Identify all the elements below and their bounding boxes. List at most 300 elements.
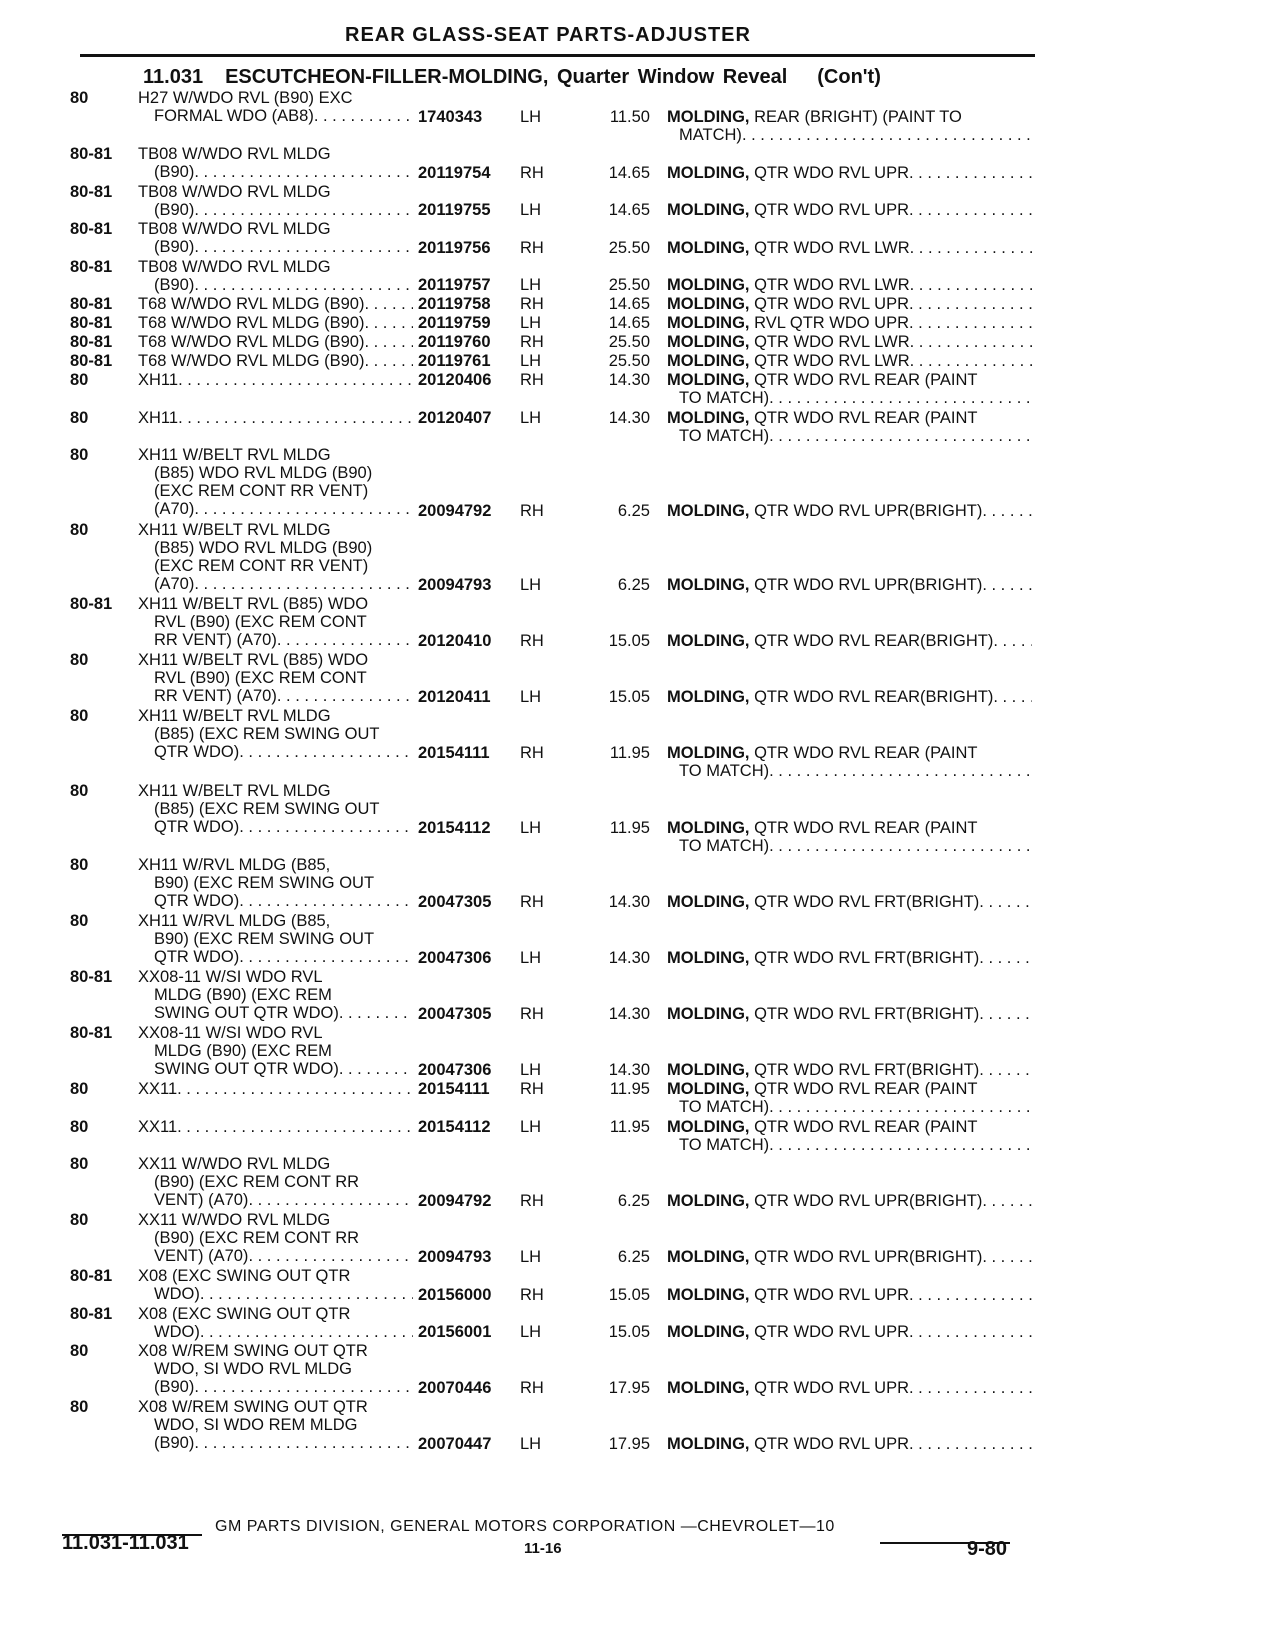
side: RH [520,295,544,313]
description-line [138,1247,413,1265]
leader-dots [177,1118,413,1136]
part-name-text: MOLDING, QTR WDO RVL UPR(BRIGHT) [667,1192,983,1210]
application-description [138,1024,413,1078]
part-number: 20047305 [418,1005,492,1023]
part-name-line [667,837,1032,855]
description-line: (B90) (EXC REM CONT RR [154,1229,360,1247]
leader-dots [909,1379,1032,1397]
part-name-text: TO MATCH) [679,426,770,445]
leader-dots [909,201,1032,219]
footer-section-range: 11.031-11.031 [62,1532,189,1554]
model-year: 80-81 [70,295,113,313]
side: RH [520,1080,544,1098]
description-line: XH11 W/BELT RVL MLDG [138,520,331,539]
application-description [138,1080,413,1098]
description-text: SWING OUT QTR WDO) [154,1004,339,1022]
part-number: 20094792 [418,501,492,520]
leader-dots [910,333,1032,351]
description-line [138,1191,413,1209]
description-line: XH11 W/RVL MLDG (B85, [138,856,331,874]
description-line: WDO, SI WDO RVL MLDG [154,1360,353,1378]
leader-dots [194,238,413,256]
part-name-text: MOLDING, QTR WDO RVL REAR(BRIGHT) [667,632,994,650]
description-line: X08 (EXC SWING OUT QTR [138,1304,351,1323]
description-line: (B85) WDO RVL MLDG (B90) [154,464,373,482]
leader-dots [979,1005,1032,1023]
leader-dots [339,1060,413,1078]
leader-dots [993,632,1032,650]
leader-dots [364,352,413,370]
side: LH [520,352,542,370]
part-name [667,108,1032,144]
description-line [138,631,413,649]
leader-dots [177,1080,413,1098]
application-description [138,1305,413,1341]
price: 6.25 [617,1192,650,1210]
leader-dots [200,1285,413,1303]
description-text: (B90) [154,275,195,294]
side: LH [520,1061,542,1079]
description-line: B90) (EXC REM SWING OUT [154,930,375,948]
description-line: B90) (EXC REM SWING OUT [154,874,375,892]
description-line: (B85) WDO RVL MLDG (B90) [154,538,373,557]
part-name-text: MOLDING, QTR WDO RVL UPR [667,201,910,219]
part-name-text: MOLDING, QTR WDO RVL UPR [667,1435,910,1453]
leader-dots [909,1323,1032,1341]
part-name-text: TO MATCH) [679,1135,770,1154]
model-year: 80 [70,1117,89,1136]
description-line: (B85) (EXC REM SWING OUT [154,799,380,818]
price: 25.50 [608,276,650,294]
description-text: T68 W/WDO RVL MLDG (B90) [138,333,365,351]
application-description [138,782,413,836]
part-name-line [667,762,1032,780]
description-line: TB08 W/WDO RVL MLDG [138,145,331,163]
leader-dots [194,500,413,518]
part-name [667,1286,1032,1304]
model-year: 80 [70,1398,89,1416]
model-year: 80-81 [70,182,113,201]
leader-dots [769,1136,1032,1154]
part-name [667,949,1032,967]
part-name-text: MOLDING, QTR WDO RVL LWR [667,276,910,294]
description-line: X08 W/REM SWING OUT QTR [138,1342,368,1360]
leader-dots [979,1061,1032,1079]
leader-dots [364,295,413,313]
price: 6.25 [617,1248,650,1266]
model-year: 80 [70,856,89,874]
side: RH [520,371,544,389]
part-number: 20154111 [418,744,490,762]
part-name [667,502,1032,520]
price: 6.25 [617,501,650,520]
part-number: 20047306 [418,1061,492,1079]
description-text: (A70) [154,500,195,518]
leader-dots [194,276,413,294]
price: 15.05 [608,1323,650,1341]
description-text: VENT) (A70) [154,1247,249,1265]
description-line: H27 W/WDO RVL (B90) EXC [138,89,353,107]
price: 14.65 [608,314,650,332]
part-number: 20154111 [418,1080,490,1098]
description-text: WDO) [154,1285,200,1303]
side: LH [520,1323,542,1341]
description-text: (B90) [154,200,195,219]
part-name [667,819,1032,855]
description-line: MLDG (B90) (EXC REM [154,986,332,1004]
application-description [138,968,413,1022]
price: 11.50 [609,107,650,126]
part-number: 20120411 [418,688,491,706]
description-line [138,1004,413,1022]
leader-dots [910,239,1032,257]
side: RH [520,1005,544,1023]
description-text: (B90) [154,238,195,256]
part-number: 20119755 [418,201,491,219]
leader-dots [248,1247,413,1265]
description-line: WDO, SI WDO REM MLDG [154,1416,358,1434]
application-description [138,258,413,294]
part-name [667,1005,1032,1023]
model-year: 80 [70,781,89,800]
description-line [138,409,413,427]
price: 14.30 [608,1061,650,1079]
side: RH [520,163,544,182]
description-line [138,818,413,836]
part-name-text: TO MATCH) [679,762,770,780]
part-name-line [667,1136,1032,1154]
price: 11.95 [609,1117,650,1136]
description-text: QTR WDO) [154,743,240,761]
part-name [667,1323,1032,1341]
part-name-line [667,1098,1032,1116]
leader-dots [910,276,1032,294]
part-name-text: MOLDING, QTR WDO RVL LWR [667,333,910,351]
part-name [667,276,1032,294]
part-name [667,295,1032,313]
part-name-line [667,1248,1032,1266]
leader-dots [769,837,1032,855]
price: 25.50 [608,333,650,351]
side: RH [520,501,544,520]
part-number: 20119757 [418,276,491,294]
description-line: MLDG (B90) (EXC REM [154,1042,332,1060]
description-line [138,743,413,761]
part-number: 20119759 [418,314,491,332]
description-text: FORMAL WDO (AB8) [154,107,314,125]
model-year: 80-81 [70,1304,113,1323]
description-line [138,371,413,389]
description-line: (EXC REM CONT RR VENT) [154,482,369,500]
section-continued: (Con't) [817,66,881,88]
part-number: 20156000 [418,1285,492,1304]
part-name-text: MOLDING, QTR WDO RVL REAR(BRIGHT) [667,688,994,706]
part-name [667,1118,1032,1154]
description-text: WDO) [154,1322,200,1341]
application-description [138,1155,413,1209]
side: LH [520,1248,542,1266]
leader-dots [194,575,413,593]
leader-dots [194,1434,413,1452]
part-name [667,632,1032,650]
part-name-text: MOLDING, QTR WDO RVL UPR(BRIGHT) [667,576,983,594]
leader-dots [769,427,1032,445]
part-name-text: MOLDING, QTR WDO RVL REAR (PAINT [667,371,978,389]
application-description [138,183,413,219]
model-year: 80-81 [70,145,113,163]
part-name-text: MOLDING, QTR WDO RVL REAR (PAINT [667,1117,978,1136]
description-line [138,1118,413,1136]
part-name [667,744,1032,780]
leader-dots [909,1435,1032,1453]
part-name [667,1379,1032,1397]
part-name-line [667,1323,1032,1341]
part-name-text: TO MATCH) [679,389,770,407]
description-text: (B90) [154,1434,195,1452]
model-year: 80-81 [70,968,113,986]
description-line [138,107,413,125]
description-line [138,276,413,294]
page-title: REAR GLASS-SEAT PARTS-ADJUSTER [345,24,751,46]
description-line [138,333,413,351]
application-description [138,89,413,125]
price: 14.65 [608,295,650,313]
application-description [138,145,413,181]
part-number: 20119760 [418,333,491,351]
part-name-line [667,239,1032,257]
part-name-text: MOLDING, QTR WDO RVL REAR (PAINT [667,408,978,427]
description-line [138,1323,413,1341]
price: 6.25 [617,576,650,594]
leader-dots [909,314,1032,332]
leader-dots [277,631,413,649]
application-description [138,707,413,761]
leader-dots [277,687,413,705]
description-line: TB08 W/WDO RVL MLDG [138,257,331,276]
price: 14.30 [608,893,650,911]
leader-dots [909,295,1032,313]
description-line: XX11 W/WDO RVL MLDG [138,1155,331,1173]
part-number: 20094793 [418,576,492,594]
description-line: XH11 W/BELT RVL (B85) WDO [138,651,369,669]
part-number: 20154112 [418,818,491,837]
part-name-line [667,1192,1032,1210]
description-line [138,1060,413,1078]
part-name-line [667,126,1032,144]
description-line: RVL (B90) (EXC REM CONT [154,613,367,631]
part-number: 20120407 [418,408,492,427]
price: 17.95 [608,1379,650,1397]
part-name-text: MOLDING, QTR WDO RVL UPR [667,1285,910,1304]
description-line [138,948,413,966]
part-name [667,333,1032,351]
part-number: 20119756 [418,238,491,257]
part-name-line [667,1379,1032,1397]
model-year: 80 [70,1080,89,1098]
part-name-text: TO MATCH) [679,1098,770,1116]
description-line: XH11 W/RVL MLDG (B85, [138,912,331,930]
part-name-line [667,409,1032,427]
part-name-line [667,632,1032,650]
side: LH [520,818,542,837]
leader-dots [239,948,413,966]
part-name-line [667,1080,1032,1098]
application-description [138,651,413,705]
description-line [138,1080,413,1098]
application-description [138,314,413,332]
part-name-text: MOLDING, QTR WDO RVL REAR (PAINT [667,1080,978,1098]
leader-dots [239,818,413,836]
application-description [138,1211,413,1265]
description-text: (B90) [154,163,195,181]
description-line: XX11 W/WDO RVL MLDG [138,1211,331,1229]
leader-dots [982,1248,1032,1266]
price: 11.95 [609,1080,650,1098]
description-line [138,500,413,518]
part-name-line [667,744,1032,762]
description-line: TB08 W/WDO RVL MLDG [138,220,331,238]
leader-dots [194,163,413,181]
side: RH [520,238,544,257]
leader-dots [200,1323,413,1341]
side: RH [520,1285,544,1304]
model-year: 80 [70,89,89,107]
leader-dots [194,201,413,219]
leader-dots [248,1191,413,1209]
side: RH [520,333,544,351]
part-name-text: MOLDING, QTR WDO RVL LWR [667,238,910,257]
side: RH [520,893,544,911]
part-name [667,314,1032,332]
description-line: X08 W/REM SWING OUT QTR [138,1398,368,1416]
model-year: 80 [70,1211,89,1229]
part-number: 20094792 [418,1192,492,1210]
description-text: (B90) [154,1378,195,1396]
leader-dots [769,762,1032,780]
application-description [138,220,413,256]
model-year: 80 [70,912,89,930]
part-name-text: MOLDING, QTR WDO RVL UPR(BRIGHT) [667,501,983,520]
side: LH [520,1435,542,1453]
part-name [667,688,1032,706]
part-number: 20047305 [418,893,492,911]
part-name-line [667,164,1032,182]
model-year: 80 [70,1342,89,1360]
part-number: 20119754 [418,163,491,182]
description-line: (B90) (EXC REM CONT RR [154,1173,360,1191]
description-text: VENT) (A70) [154,1191,249,1209]
model-year: 80-81 [70,595,113,613]
application-description [138,333,413,351]
description-text: T68 W/WDO RVL MLDG (B90) [138,295,365,313]
part-name-line [667,576,1032,594]
description-text: QTR WDO) [154,817,240,836]
part-name-line [667,1286,1032,1304]
part-name [667,576,1032,594]
description-line: XH11 W/BELT RVL MLDG [138,781,331,800]
part-number: 20119758 [418,295,491,313]
price: 14.30 [608,408,650,427]
part-number: 20047306 [418,949,492,967]
application-description [138,1118,413,1136]
description-text: XH11 [138,408,179,427]
part-name-text: MOLDING, QTR WDO RVL UPR [667,163,910,182]
description-text: T68 W/WDO RVL MLDG (B90) [138,314,365,332]
leader-dots [769,389,1032,407]
part-name-text: MOLDING, QTR WDO RVL REAR (PAINT [667,818,978,837]
description-text: QTR WDO) [154,892,240,910]
model-year: 80 [70,520,89,539]
leader-dots [239,892,413,910]
description-line: XH11 W/BELT RVL MLDG [138,446,331,464]
part-name-text: MOLDING, QTR WDO RVL UPR [667,295,910,313]
part-name [667,201,1032,219]
part-name-text: MOLDING, QTR WDO RVL FRT(BRIGHT) [667,949,980,967]
leader-dots [314,107,413,125]
side: LH [520,107,542,126]
leader-dots [993,688,1032,706]
description-line: X08 (EXC SWING OUT QTR [138,1267,351,1285]
description-line [138,575,413,593]
model-year: 80-81 [70,1024,113,1042]
part-name [667,1192,1032,1210]
part-number: 20094793 [418,1248,492,1266]
part-name-text: MATCH) [679,125,742,144]
part-number: 20119761 [418,352,491,370]
model-year: 80-81 [70,333,113,351]
application-description [138,595,413,649]
part-number: 20154112 [418,1117,491,1136]
description-line [138,352,413,370]
description-line [138,314,413,332]
price: 17.95 [608,1435,650,1453]
part-name-line [667,108,1032,126]
part-name-text: MOLDING, QTR WDO RVL FRT(BRIGHT) [667,893,980,911]
description-text: QTR WDO) [154,948,240,966]
description-text: (A70) [154,574,195,593]
part-name-text: MOLDING, QTR WDO RVL FRT(BRIGHT) [667,1005,980,1023]
application-description [138,409,413,427]
side: LH [520,949,542,967]
part-name-line [667,819,1032,837]
description-text: XX11 [138,1117,178,1136]
part-name [667,1061,1032,1079]
part-number: 20070446 [418,1379,492,1397]
leader-dots [742,126,1032,144]
price: 25.50 [608,352,650,370]
part-name [667,164,1032,182]
model-year: 80 [70,371,89,389]
description-line: XH11 W/BELT RVL (B85) WDO [138,595,369,613]
part-name-line [667,295,1032,313]
footer-page-number: 11-16 [524,1540,562,1557]
description-line: XH11 W/BELT RVL MLDG [138,707,331,725]
footer-date: 9-80 [967,1538,1008,1560]
description-line [138,238,413,256]
price: 14.30 [608,949,650,967]
application-description [138,295,413,313]
part-name-text: MOLDING, QTR WDO RVL FRT(BRIGHT) [667,1061,980,1079]
part-name-line [667,201,1032,219]
side: LH [520,314,542,332]
model-year: 80-81 [70,257,113,276]
description-text: RR VENT) (A70) [154,631,277,649]
part-name-line [667,276,1032,294]
side: RH [520,744,544,762]
description-line [138,295,413,313]
description-line [138,1285,413,1303]
price: 14.65 [608,201,650,219]
